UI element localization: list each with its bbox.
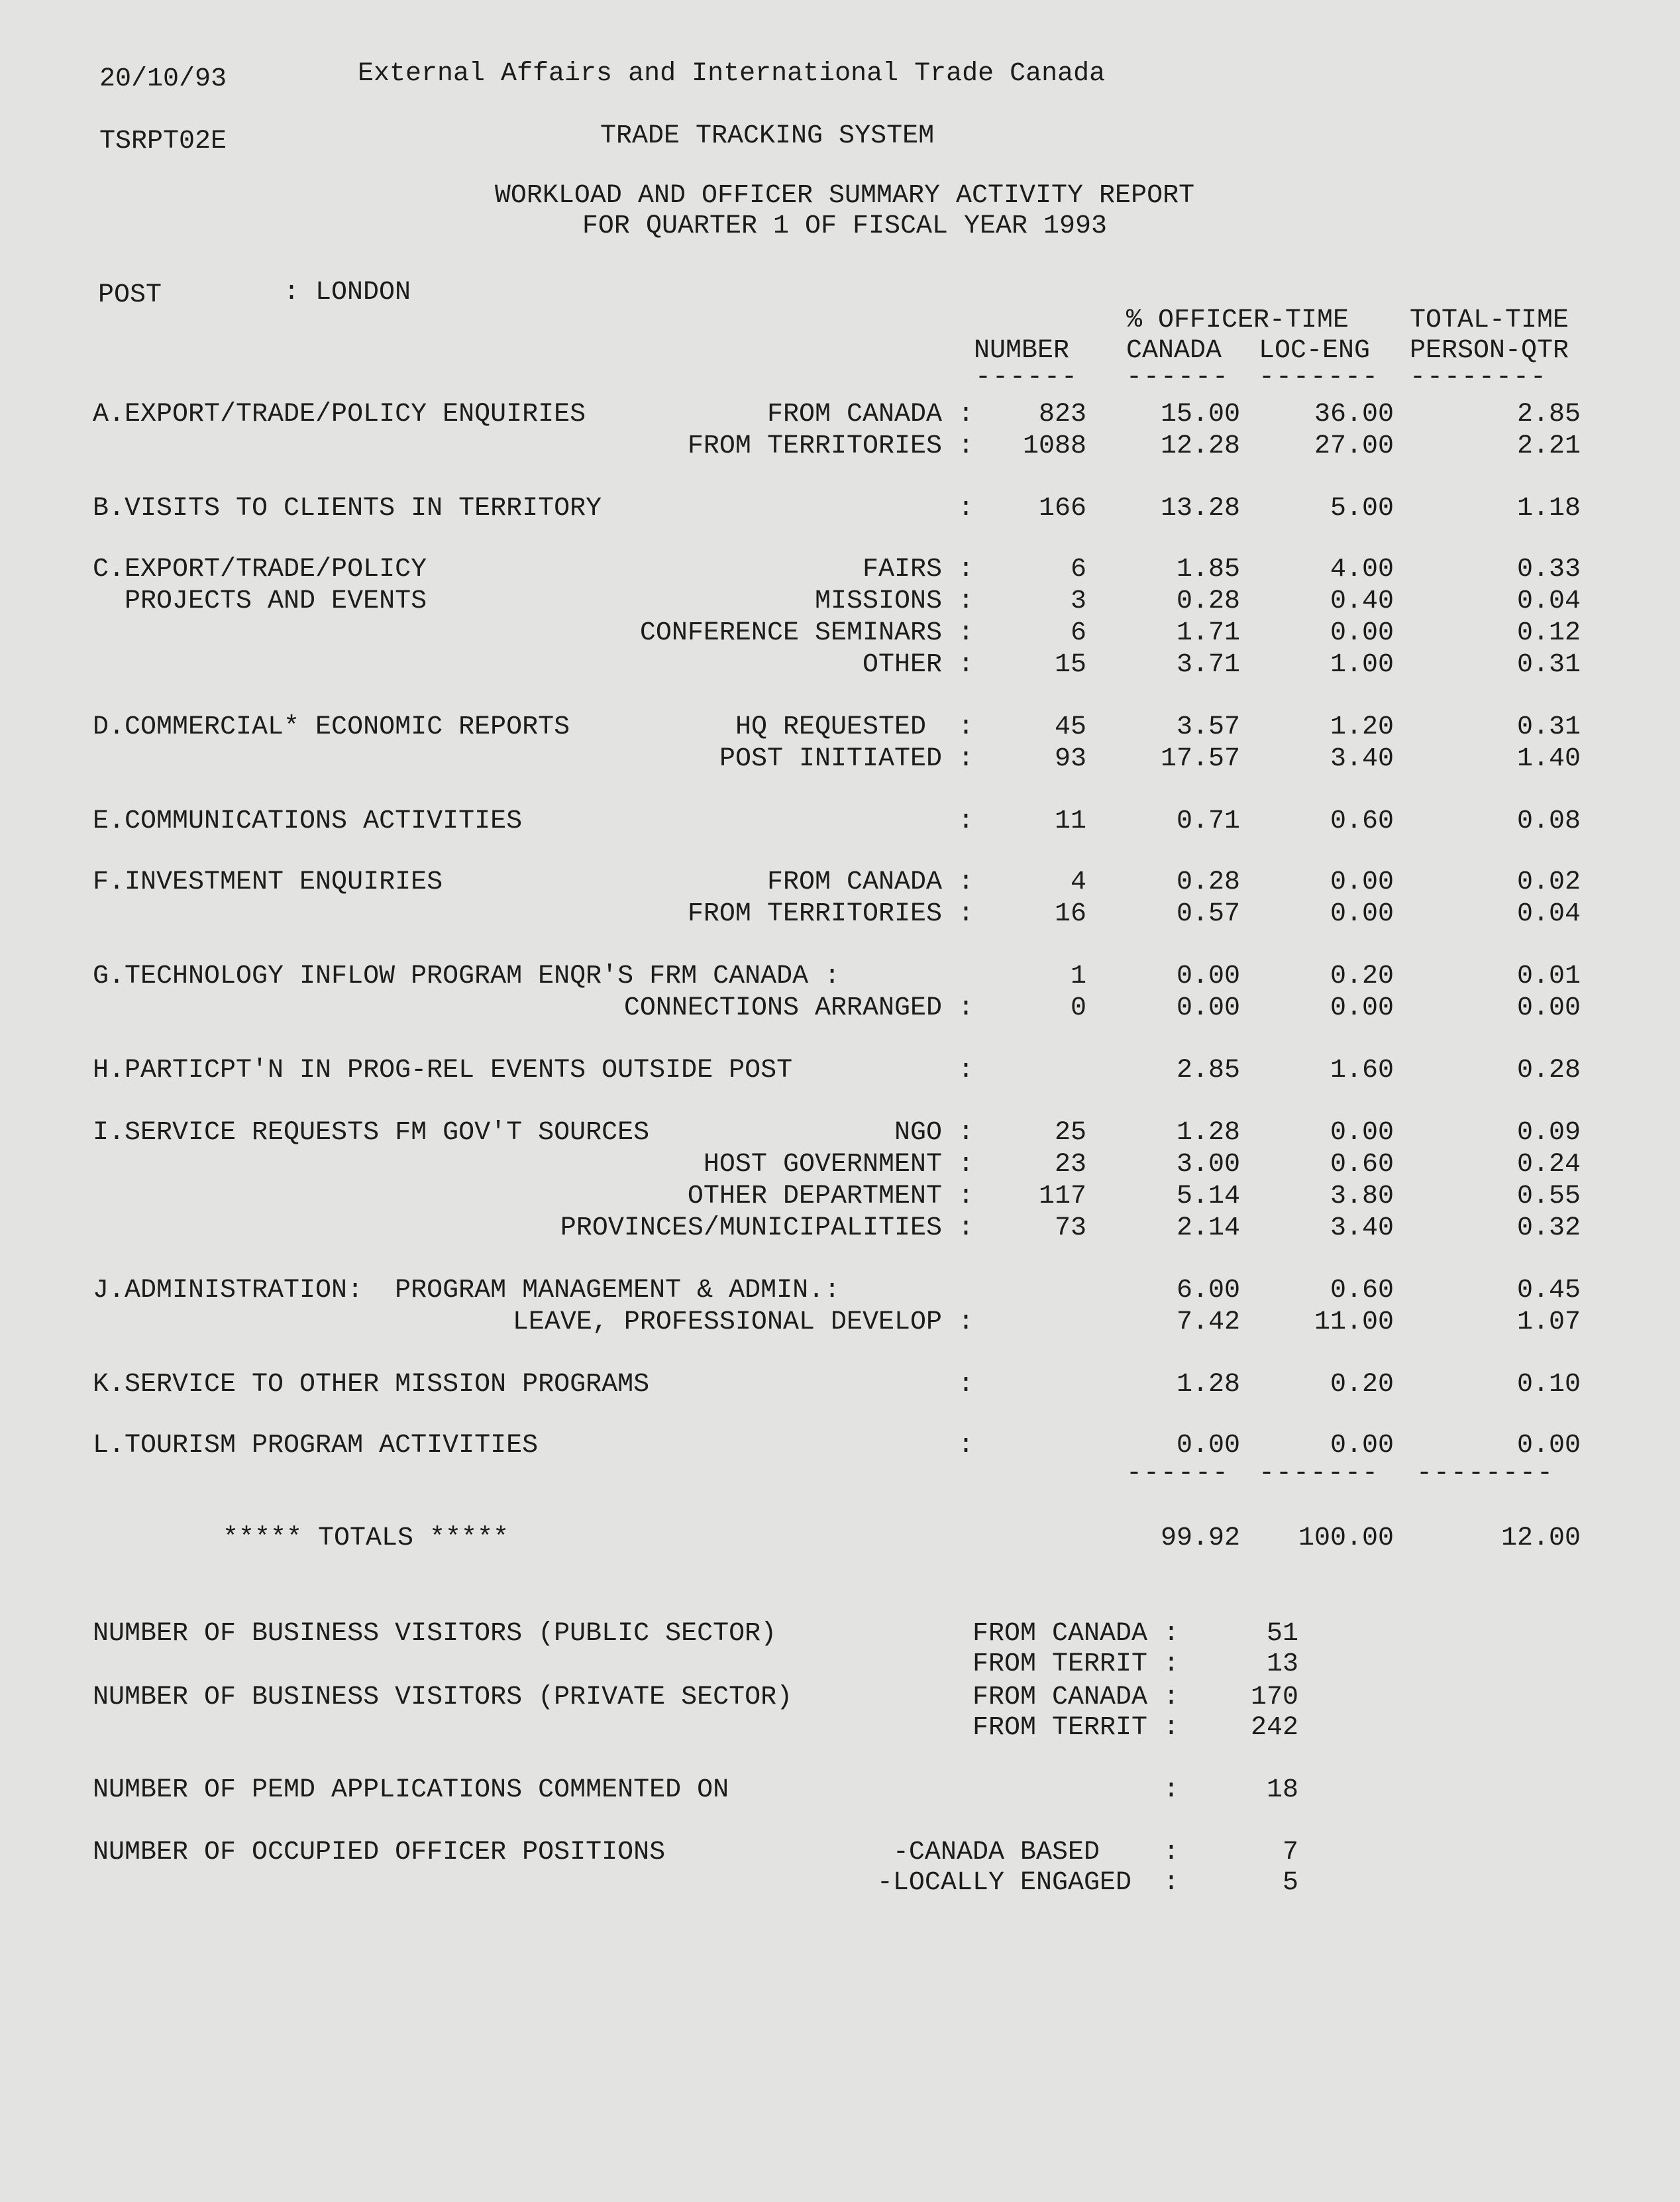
footer-value: 18 bbox=[1266, 1775, 1298, 1805]
row-canada-pct: 1.28 bbox=[1176, 1370, 1240, 1400]
canada-underline: ------ bbox=[1126, 362, 1230, 392]
row-canada-pct: 3.00 bbox=[1176, 1150, 1240, 1180]
row-subcategory: MISSIONS : bbox=[814, 586, 974, 616]
row-loceng-pct: 1.00 bbox=[1330, 650, 1394, 680]
row-person-qtr: 0.12 bbox=[1516, 618, 1581, 648]
row-loceng-pct: 0.20 bbox=[1330, 962, 1394, 991]
row-number: 45 bbox=[1054, 712, 1086, 742]
row-category: PROJECTS AND EVENTS bbox=[93, 586, 427, 616]
totals-label: ***** TOTALS ***** bbox=[223, 1523, 509, 1553]
row-number: 3 bbox=[1070, 586, 1086, 616]
row-person-qtr: 0.00 bbox=[1516, 1431, 1581, 1460]
row-loceng-pct: 0.00 bbox=[1330, 993, 1394, 1023]
row-loceng-pct: 0.40 bbox=[1330, 586, 1394, 616]
row-category: I.SERVICE REQUESTS FM GOV'T SOURCES bbox=[93, 1118, 650, 1148]
row-canada-pct: 0.28 bbox=[1176, 586, 1240, 616]
row-loceng-pct: 1.60 bbox=[1330, 1056, 1394, 1085]
row-canada-pct: 0.00 bbox=[1176, 1431, 1240, 1460]
row-subcategory: OTHER DEPARTMENT : bbox=[687, 1182, 974, 1211]
row-canada-pct: 6.00 bbox=[1176, 1276, 1240, 1305]
row-loceng-pct: 3.40 bbox=[1330, 744, 1394, 774]
row-loceng-pct: 4.00 bbox=[1330, 555, 1394, 584]
row-person-qtr: 0.32 bbox=[1516, 1213, 1581, 1243]
row-canada-pct: 2.85 bbox=[1176, 1056, 1240, 1085]
row-subcategory: OTHER : bbox=[862, 650, 974, 680]
organization-name: External Affairs and International Trade Canada bbox=[358, 59, 1106, 89]
footer-value: 13 bbox=[1266, 1649, 1298, 1679]
row-number: 25 bbox=[1054, 1118, 1086, 1148]
row-loceng-pct: 0.20 bbox=[1330, 1370, 1394, 1400]
footer-value: 242 bbox=[1250, 1713, 1298, 1743]
row-subcategory: LEAVE, PROFESSIONAL DEVELOP : bbox=[512, 1307, 974, 1337]
row-person-qtr: 0.01 bbox=[1516, 962, 1581, 991]
canada-header: CANADA bbox=[1126, 336, 1222, 366]
number-underline: ------ bbox=[975, 362, 1079, 392]
person-qtr-header: PERSON-QTR bbox=[1410, 336, 1569, 366]
row-loceng-pct: 0.00 bbox=[1330, 618, 1394, 648]
row-subcategory: : bbox=[957, 806, 974, 836]
row-loceng-pct: 0.00 bbox=[1330, 899, 1394, 929]
footer-value: 51 bbox=[1266, 1619, 1298, 1649]
totals-person-qtr: 12.00 bbox=[1500, 1523, 1581, 1553]
row-canada-pct: 0.00 bbox=[1176, 962, 1240, 991]
row-number: 166 bbox=[1038, 494, 1086, 523]
footer-sublabel: -CANADA BASED : bbox=[892, 1838, 1179, 1867]
row-canada-pct: 3.57 bbox=[1176, 712, 1240, 742]
row-number: 117 bbox=[1038, 1182, 1086, 1211]
row-canada-pct: 1.28 bbox=[1176, 1118, 1240, 1148]
row-person-qtr: 0.08 bbox=[1516, 806, 1581, 836]
footer-value: 170 bbox=[1250, 1682, 1298, 1712]
row-subcategory: FROM TERRITORIES : bbox=[687, 899, 974, 929]
row-person-qtr: 0.24 bbox=[1516, 1150, 1581, 1180]
row-number: 73 bbox=[1054, 1213, 1086, 1243]
row-loceng-pct: 0.00 bbox=[1330, 867, 1394, 897]
total-time-header: TOTAL-TIME bbox=[1410, 305, 1569, 335]
row-category: K.SERVICE TO OTHER MISSION PROGRAMS bbox=[93, 1370, 650, 1400]
footer-sublabel: FROM CANADA : bbox=[972, 1682, 1179, 1712]
row-person-qtr: 0.28 bbox=[1516, 1056, 1581, 1085]
row-subcategory: HQ REQUESTED : bbox=[735, 712, 974, 742]
row-person-qtr: 1.40 bbox=[1516, 744, 1581, 774]
row-number: 823 bbox=[1038, 400, 1086, 429]
row-subcategory: : bbox=[957, 1431, 974, 1460]
row-number: 23 bbox=[1054, 1150, 1086, 1180]
row-canada-pct: 3.71 bbox=[1176, 650, 1240, 680]
row-person-qtr: 0.33 bbox=[1516, 555, 1581, 584]
footer-label: NUMBER OF PEMD APPLICATIONS COMMENTED ON bbox=[93, 1775, 729, 1805]
officer-time-group-header: % OFFICER-TIME bbox=[1126, 305, 1349, 335]
row-subcategory: : bbox=[957, 1056, 974, 1085]
row-number: 6 bbox=[1070, 618, 1086, 648]
row-person-qtr: 0.55 bbox=[1516, 1182, 1581, 1211]
row-canada-pct: 0.57 bbox=[1176, 899, 1240, 929]
report-date: 20/10/93 bbox=[99, 64, 227, 94]
row-loceng-pct: 0.60 bbox=[1330, 1276, 1394, 1305]
post-value: : LONDON bbox=[284, 278, 411, 307]
row-canada-pct: 1.71 bbox=[1176, 618, 1240, 648]
totals-underline-loceng: ------- bbox=[1259, 1459, 1380, 1488]
footer-sublabel: : bbox=[1163, 1775, 1179, 1805]
row-subcategory: CONNECTIONS ARRANGED : bbox=[623, 993, 974, 1023]
row-canada-pct: 5.14 bbox=[1176, 1182, 1240, 1211]
row-loceng-pct: 0.00 bbox=[1330, 1118, 1394, 1148]
row-subcategory: POST INITIATED : bbox=[719, 744, 974, 774]
row-person-qtr: 0.04 bbox=[1516, 899, 1581, 929]
report-title-line2: FOR QUARTER 1 OF FISCAL YEAR 1993 bbox=[582, 211, 1108, 241]
row-canada-pct: 15.00 bbox=[1160, 400, 1240, 429]
footer-value: 5 bbox=[1282, 1868, 1298, 1898]
report-title-line1: WORKLOAD AND OFFICER SUMMARY ACTIVITY REPORT bbox=[494, 181, 1195, 211]
row-loceng-pct: 0.60 bbox=[1330, 1150, 1394, 1180]
footer-sublabel: FROM TERRIT : bbox=[972, 1713, 1179, 1743]
row-subcategory: : bbox=[957, 1370, 974, 1400]
row-number: 11 bbox=[1054, 806, 1086, 836]
row-number: 4 bbox=[1070, 867, 1086, 897]
row-category: A.EXPORT/TRADE/POLICY ENQUIRIES bbox=[93, 400, 586, 429]
row-loceng-pct: 3.40 bbox=[1330, 1213, 1394, 1243]
totals-loceng: 100.00 bbox=[1298, 1523, 1394, 1553]
row-canada-pct: 2.14 bbox=[1176, 1213, 1240, 1243]
row-person-qtr: 2.85 bbox=[1516, 400, 1581, 429]
row-canada-pct: 7.42 bbox=[1176, 1307, 1240, 1337]
row-subcategory: HOST GOVERNMENT : bbox=[703, 1150, 974, 1180]
row-category: C.EXPORT/TRADE/POLICY bbox=[93, 555, 427, 584]
footer-value: 7 bbox=[1282, 1838, 1298, 1867]
row-person-qtr: 0.09 bbox=[1516, 1118, 1581, 1148]
row-loceng-pct: 11.00 bbox=[1314, 1307, 1394, 1337]
person-qtr-underline: -------- bbox=[1410, 362, 1548, 392]
loc-eng-header: LOC-ENG bbox=[1259, 336, 1371, 366]
footer-sublabel: FROM CANADA : bbox=[972, 1619, 1179, 1649]
row-canada-pct: 0.71 bbox=[1176, 806, 1240, 836]
row-category: L.TOURISM PROGRAM ACTIVITIES bbox=[93, 1431, 539, 1460]
row-person-qtr: 0.31 bbox=[1516, 650, 1581, 680]
row-subcategory: FROM CANADA : bbox=[766, 867, 974, 897]
totals-canada: 99.92 bbox=[1160, 1523, 1240, 1553]
row-canada-pct: 12.28 bbox=[1160, 431, 1240, 461]
post-label: POST bbox=[98, 280, 162, 310]
row-subcategory: : bbox=[957, 494, 974, 523]
row-subcategory: FAIRS : bbox=[862, 555, 974, 584]
row-person-qtr: 0.04 bbox=[1516, 586, 1581, 616]
row-canada-pct: 17.57 bbox=[1160, 744, 1240, 774]
row-person-qtr: 1.07 bbox=[1516, 1307, 1581, 1337]
row-category: F.INVESTMENT ENQUIRIES bbox=[93, 867, 443, 897]
row-category: G.TECHNOLOGY INFLOW PROGRAM ENQR'S FRM CANADA : bbox=[93, 962, 841, 991]
number-header: NUMBER bbox=[974, 336, 1070, 366]
footer-label: NUMBER OF OCCUPIED OFFICER POSITIONS bbox=[93, 1838, 666, 1867]
row-subcategory: NGO : bbox=[894, 1118, 974, 1148]
footer-sublabel: -LOCALLY ENGAGED : bbox=[876, 1868, 1179, 1898]
row-number: 93 bbox=[1054, 744, 1086, 774]
row-canada-pct: 0.00 bbox=[1176, 993, 1240, 1023]
row-number: 15 bbox=[1054, 650, 1086, 680]
row-number: 1088 bbox=[1022, 431, 1086, 461]
row-person-qtr: 2.21 bbox=[1516, 431, 1581, 461]
row-subcategory: CONFERENCE SEMINARS : bbox=[639, 618, 974, 648]
row-number: 1 bbox=[1070, 962, 1086, 991]
footer-label: NUMBER OF BUSINESS VISITORS (PRIVATE SECTOR) bbox=[93, 1682, 793, 1712]
row-person-qtr: 0.45 bbox=[1516, 1276, 1581, 1305]
row-loceng-pct: 27.00 bbox=[1314, 431, 1394, 461]
row-category: J.ADMINISTRATION: PROGRAM MANAGEMENT & ADMIN.: bbox=[93, 1276, 841, 1305]
totals-underline-total: -------- bbox=[1416, 1459, 1555, 1488]
loc-eng-underline: ------- bbox=[1259, 362, 1380, 392]
footer-label: NUMBER OF BUSINESS VISITORS (PUBLIC SECTOR) bbox=[93, 1619, 777, 1649]
row-loceng-pct: 36.00 bbox=[1314, 400, 1394, 429]
row-person-qtr: 0.02 bbox=[1516, 867, 1581, 897]
row-loceng-pct: 0.60 bbox=[1330, 806, 1394, 836]
row-canada-pct: 13.28 bbox=[1160, 494, 1240, 523]
row-loceng-pct: 1.20 bbox=[1330, 712, 1394, 742]
row-subcategory: FROM CANADA : bbox=[766, 400, 974, 429]
row-loceng-pct: 5.00 bbox=[1330, 494, 1394, 523]
row-person-qtr: 0.31 bbox=[1516, 712, 1581, 742]
row-number: 16 bbox=[1054, 899, 1086, 929]
row-category: B.VISITS TO CLIENTS IN TERRITORY bbox=[93, 494, 602, 523]
row-category: H.PARTICPT'N IN PROG-REL EVENTS OUTSIDE POST bbox=[93, 1056, 793, 1085]
row-canada-pct: 0.28 bbox=[1176, 867, 1240, 897]
row-loceng-pct: 0.00 bbox=[1330, 1431, 1394, 1460]
row-number: 6 bbox=[1070, 555, 1086, 584]
row-number: 0 bbox=[1070, 993, 1086, 1023]
footer-sublabel: FROM TERRIT : bbox=[972, 1649, 1179, 1679]
row-person-qtr: 0.00 bbox=[1516, 993, 1581, 1023]
row-subcategory: FROM TERRITORIES : bbox=[687, 431, 974, 461]
row-loceng-pct: 3.80 bbox=[1330, 1182, 1394, 1211]
row-person-qtr: 1.18 bbox=[1516, 494, 1581, 523]
row-category: E.COMMUNICATIONS ACTIVITIES bbox=[93, 806, 523, 836]
totals-underline-canada: ------ bbox=[1126, 1459, 1230, 1488]
report-id: TSRPT02E bbox=[99, 127, 227, 156]
row-person-qtr: 0.10 bbox=[1516, 1370, 1581, 1400]
row-canada-pct: 1.85 bbox=[1176, 555, 1240, 584]
row-subcategory: PROVINCES/MUNICIPALITIES : bbox=[560, 1213, 974, 1243]
row-category: D.COMMERCIAL* ECONOMIC REPORTS bbox=[93, 712, 570, 742]
system-name: TRADE TRACKING SYSTEM bbox=[600, 121, 935, 151]
